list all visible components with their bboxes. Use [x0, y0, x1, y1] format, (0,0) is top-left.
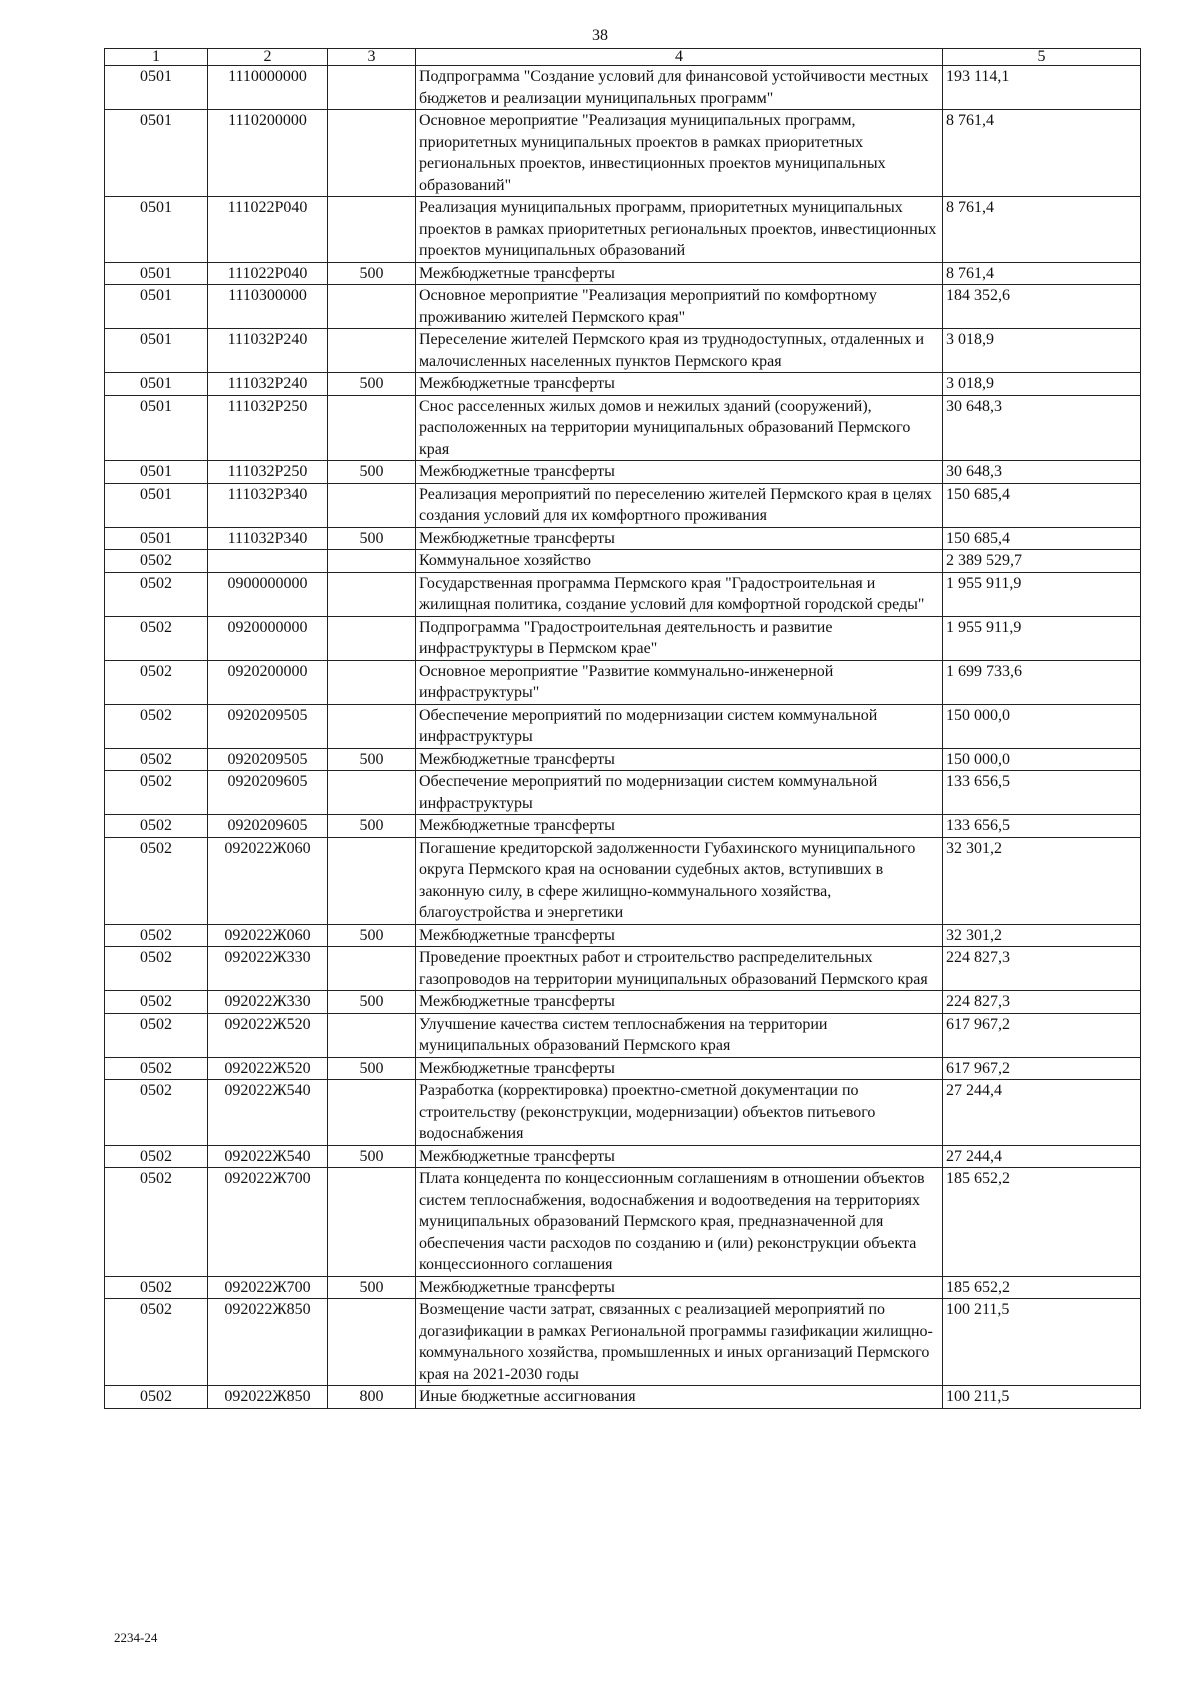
item-name-cell: Межбюджетные трансферты [416, 991, 943, 1014]
amount-cell: 100 211,5 [943, 1299, 1141, 1386]
expense-type-cell [328, 1168, 416, 1277]
section-code-cell: 0502 [105, 815, 208, 838]
table-row [105, 991, 1141, 1014]
target-article-cell: 1110000000 [208, 66, 328, 110]
page-number: 38 [592, 27, 608, 44]
table-row [105, 527, 1141, 550]
item-name-cell: Плата концедента по концессионным соглашениям в отношении объектов систем теплоснабжения, водоснабжения и водоотведения на территориях муниципальных образований Пермского края, предназначенной для обеспечения части расходов по созданию и (или) реконструкции объекта концессионного соглашения [416, 1168, 943, 1277]
target-article-cell: 092022Ж060 [208, 837, 328, 924]
amount-cell: 185 652,2 [943, 1168, 1141, 1277]
expense-type-cell: 500 [328, 262, 416, 285]
table-row [105, 329, 1141, 373]
target-article-cell: 0920209605 [208, 815, 328, 838]
amount-cell: 1 955 911,9 [943, 572, 1141, 616]
target-article-cell: 111022P040 [208, 197, 328, 263]
expense-type-cell [328, 329, 416, 373]
section-code-cell: 0501 [105, 395, 208, 461]
table-row [105, 572, 1141, 616]
amount-cell: 617 967,2 [943, 1057, 1141, 1080]
item-name-cell: Реализация муниципальных программ, приоритетных муниципальных проектов в рамках приоритетных региональных проектов, инвестиционных проектов муниципальных образований [416, 197, 943, 263]
item-name-cell: Обеспечение мероприятий по модернизации систем коммунальной инфраструктуры [416, 771, 943, 815]
section-code-cell: 0502 [105, 1057, 208, 1080]
expense-type-cell [328, 704, 416, 748]
target-article-cell: 0920000000 [208, 616, 328, 660]
table-row [105, 748, 1141, 771]
section-code-cell: 0502 [105, 1145, 208, 1168]
target-article-cell: 0920200000 [208, 660, 328, 704]
table-row [105, 1013, 1141, 1057]
expense-type-cell: 800 [328, 1386, 416, 1409]
item-name-cell: Улучшение качества систем теплоснабжения на территории муниципальных образований Пермского края [416, 1013, 943, 1057]
target-article-cell: 0920209505 [208, 704, 328, 748]
column-header-5: 5 [943, 49, 1141, 66]
expense-type-cell [328, 660, 416, 704]
target-article-cell: 092022Ж540 [208, 1080, 328, 1146]
section-code-cell: 0501 [105, 66, 208, 110]
amount-cell: 8 761,4 [943, 197, 1141, 263]
item-name-cell: Подпрограмма "Создание условий для финансовой устойчивости местных бюджетов и реализации муниципальных программ" [416, 66, 943, 110]
table-row [105, 262, 1141, 285]
item-name-cell: Основное мероприятие "Развитие коммунально-инженерной инфраструктуры" [416, 660, 943, 704]
target-article-cell [208, 550, 328, 573]
section-code-cell: 0502 [105, 1276, 208, 1299]
section-code-cell: 0502 [105, 660, 208, 704]
item-name-cell: Возмещение части затрат, связанных с реализацией мероприятий по догазификации в рамках Региональной программы газификации жилищно-коммунального хозяйства, промышленных и иных организаций Пермского края на 2021-2030 годы [416, 1299, 943, 1386]
table-row [105, 815, 1141, 838]
section-code-cell: 0501 [105, 461, 208, 484]
header-row [105, 49, 1141, 66]
expense-type-cell [328, 66, 416, 110]
target-article-cell: 092022Ж520 [208, 1057, 328, 1080]
item-name-cell: Снос расселенных жилых домов и нежилых зданий (сооружений), расположенных на территории муниципальных образований Пермского края [416, 395, 943, 461]
column-header-3: 3 [328, 49, 416, 66]
section-code-cell: 0501 [105, 262, 208, 285]
section-code-cell: 0502 [105, 572, 208, 616]
target-article-cell: 0920209505 [208, 748, 328, 771]
section-code-cell: 0501 [105, 373, 208, 396]
table-row [105, 1145, 1141, 1168]
expense-type-cell [328, 572, 416, 616]
expense-type-cell [328, 1080, 416, 1146]
table-row [105, 660, 1141, 704]
target-article-cell: 1110300000 [208, 285, 328, 329]
table-row [105, 550, 1141, 573]
amount-cell: 150 685,4 [943, 483, 1141, 527]
column-header-2: 2 [208, 49, 328, 66]
item-name-cell: Погашение кредиторской задолженности Губахинского муниципального округа Пермского края на основании судебных актов, вступивших в законную силу, в сфере жилищно-коммунального хозяйства, благоустройства и энергетики [416, 837, 943, 924]
target-article-cell: 111032P340 [208, 483, 328, 527]
amount-cell: 185 652,2 [943, 1276, 1141, 1299]
table-body [105, 66, 1141, 1409]
table-row [105, 1299, 1141, 1386]
table-row [105, 704, 1141, 748]
section-code-cell: 0502 [105, 1168, 208, 1277]
target-article-cell: 092022Ж700 [208, 1276, 328, 1299]
target-article-cell: 111032P250 [208, 461, 328, 484]
item-name-cell: Проведение проектных работ и строительство распределительных газопроводов на территории муниципальных образований Пермского края [416, 947, 943, 991]
section-code-cell: 0502 [105, 837, 208, 924]
section-code-cell: 0502 [105, 1013, 208, 1057]
section-code-cell: 0502 [105, 1080, 208, 1146]
table-row [105, 285, 1141, 329]
expense-type-cell [328, 110, 416, 197]
target-article-cell: 1110200000 [208, 110, 328, 197]
table-header [105, 49, 1141, 66]
target-article-cell: 111032P240 [208, 329, 328, 373]
section-code-cell: 0502 [105, 550, 208, 573]
item-name-cell: Иные бюджетные ассигнования [416, 1386, 943, 1409]
amount-cell: 3 018,9 [943, 329, 1141, 373]
table-row [105, 771, 1141, 815]
table-row [105, 1276, 1141, 1299]
target-article-cell: 092022Ж330 [208, 991, 328, 1014]
amount-cell: 184 352,6 [943, 285, 1141, 329]
target-article-cell: 0920209605 [208, 771, 328, 815]
section-code-cell: 0502 [105, 748, 208, 771]
amount-cell: 1 955 911,9 [943, 616, 1141, 660]
table-row [105, 1080, 1141, 1146]
expense-type-cell: 500 [328, 461, 416, 484]
target-article-cell: 092022Ж540 [208, 1145, 328, 1168]
table-row [105, 483, 1141, 527]
expense-type-cell [328, 616, 416, 660]
expense-type-cell: 500 [328, 1276, 416, 1299]
table-row [105, 1057, 1141, 1080]
section-code-cell: 0502 [105, 1386, 208, 1409]
amount-cell: 27 244,4 [943, 1145, 1141, 1168]
expense-type-cell [328, 395, 416, 461]
amount-cell: 100 211,5 [943, 1386, 1141, 1409]
budget-table [104, 48, 1141, 1409]
amount-cell: 133 656,5 [943, 815, 1141, 838]
item-name-cell: Межбюджетные трансферты [416, 527, 943, 550]
amount-cell: 32 301,2 [943, 837, 1141, 924]
expense-type-cell [328, 1013, 416, 1057]
expense-type-cell [328, 1299, 416, 1386]
amount-cell: 27 244,4 [943, 1080, 1141, 1146]
expense-type-cell [328, 285, 416, 329]
amount-cell: 617 967,2 [943, 1013, 1141, 1057]
target-article-cell: 092022Ж060 [208, 924, 328, 947]
item-name-cell: Государственная программа Пермского края "Градостроительная и жилищная политика, создание условий для комфортной городской среды" [416, 572, 943, 616]
item-name-cell: Коммунальное хозяйство [416, 550, 943, 573]
expense-type-cell: 500 [328, 991, 416, 1014]
amount-cell: 1 699 733,6 [943, 660, 1141, 704]
section-code-cell: 0502 [105, 991, 208, 1014]
section-code-cell: 0502 [105, 924, 208, 947]
amount-cell: 150 685,4 [943, 527, 1141, 550]
table-row [105, 373, 1141, 396]
target-article-cell: 092022Ж330 [208, 947, 328, 991]
amount-cell: 133 656,5 [943, 771, 1141, 815]
table-row [105, 837, 1141, 924]
target-article-cell: 0900000000 [208, 572, 328, 616]
section-code-cell: 0502 [105, 1299, 208, 1386]
item-name-cell: Межбюджетные трансферты [416, 1145, 943, 1168]
expense-type-cell: 500 [328, 527, 416, 550]
amount-cell: 150 000,0 [943, 704, 1141, 748]
target-article-cell: 092022Ж520 [208, 1013, 328, 1057]
section-code-cell: 0502 [105, 616, 208, 660]
table-row [105, 197, 1141, 263]
item-name-cell: Межбюджетные трансферты [416, 1057, 943, 1080]
table-row [105, 66, 1141, 110]
table-row [105, 1386, 1141, 1409]
item-name-cell: Межбюджетные трансферты [416, 924, 943, 947]
expense-type-cell [328, 550, 416, 573]
expense-type-cell [328, 483, 416, 527]
table-row [105, 947, 1141, 991]
section-code-cell: 0502 [105, 771, 208, 815]
item-name-cell: Реализация мероприятий по переселению жителей Пермского края в целях создания условий для их комфортного проживания [416, 483, 943, 527]
target-article-cell: 111032P240 [208, 373, 328, 396]
table-row [105, 395, 1141, 461]
section-code-cell: 0501 [105, 285, 208, 329]
table-row [105, 616, 1141, 660]
section-code-cell: 0502 [105, 704, 208, 748]
table-row [105, 461, 1141, 484]
expense-type-cell: 500 [328, 1145, 416, 1168]
amount-cell: 8 761,4 [943, 110, 1141, 197]
amount-cell: 8 761,4 [943, 262, 1141, 285]
expense-type-cell: 500 [328, 924, 416, 947]
item-name-cell: Основное мероприятие "Реализация муниципальных программ, приоритетных муниципальных проектов в рамках приоритетных региональных проектов, инвестиционных проектов муниципальных образований" [416, 110, 943, 197]
amount-cell: 224 827,3 [943, 991, 1141, 1014]
expense-type-cell [328, 771, 416, 815]
table-row [105, 110, 1141, 197]
table-row [105, 924, 1141, 947]
expense-type-cell: 500 [328, 748, 416, 771]
target-article-cell: 111022P040 [208, 262, 328, 285]
item-name-cell: Межбюджетные трансферты [416, 373, 943, 396]
target-article-cell: 111032P250 [208, 395, 328, 461]
expense-type-cell: 500 [328, 1057, 416, 1080]
target-article-cell: 092022Ж700 [208, 1168, 328, 1277]
expense-type-cell [328, 837, 416, 924]
column-header-1: 1 [105, 49, 208, 66]
section-code-cell: 0501 [105, 483, 208, 527]
amount-cell: 150 000,0 [943, 748, 1141, 771]
item-name-cell: Межбюджетные трансферты [416, 262, 943, 285]
item-name-cell: Обеспечение мероприятий по модернизации систем коммунальной инфраструктуры [416, 704, 943, 748]
amount-cell: 32 301,2 [943, 924, 1141, 947]
item-name-cell: Межбюджетные трансферты [416, 748, 943, 771]
expense-type-cell: 500 [328, 815, 416, 838]
item-name-cell: Межбюджетные трансферты [416, 461, 943, 484]
section-code-cell: 0501 [105, 110, 208, 197]
section-code-cell: 0501 [105, 197, 208, 263]
target-article-cell: 111032P340 [208, 527, 328, 550]
item-name-cell: Межбюджетные трансферты [416, 1276, 943, 1299]
expense-type-cell [328, 947, 416, 991]
target-article-cell: 092022Ж850 [208, 1386, 328, 1409]
amount-cell: 30 648,3 [943, 395, 1141, 461]
item-name-cell: Разработка (корректировка) проектно-сметной документации по строительству (реконструкции, модернизации) объектов питьевого водоснабжения [416, 1080, 943, 1146]
amount-cell: 3 018,9 [943, 373, 1141, 396]
amount-cell: 2 389 529,7 [943, 550, 1141, 573]
section-code-cell: 0501 [105, 527, 208, 550]
column-header-4: 4 [416, 49, 943, 66]
amount-cell: 193 114,1 [943, 66, 1141, 110]
amount-cell: 224 827,3 [943, 947, 1141, 991]
table-row [105, 1168, 1141, 1277]
item-name-cell: Подпрограмма "Градостроительная деятельность и развитие инфраструктуры в Пермском крае" [416, 616, 943, 660]
item-name-cell: Переселение жителей Пермского края из труднодоступных, отдаленных и малочисленных населенных пунктов Пермского края [416, 329, 943, 373]
amount-cell: 30 648,3 [943, 461, 1141, 484]
section-code-cell: 0501 [105, 329, 208, 373]
expense-type-cell [328, 197, 416, 263]
item-name-cell: Межбюджетные трансферты [416, 815, 943, 838]
section-code-cell: 0502 [105, 947, 208, 991]
expense-type-cell: 500 [328, 373, 416, 396]
item-name-cell: Основное мероприятие "Реализация мероприятий по комфортному проживанию жителей Пермского края" [416, 285, 943, 329]
document-code: 2234-24 [114, 1630, 158, 1645]
target-article-cell: 092022Ж850 [208, 1299, 328, 1386]
